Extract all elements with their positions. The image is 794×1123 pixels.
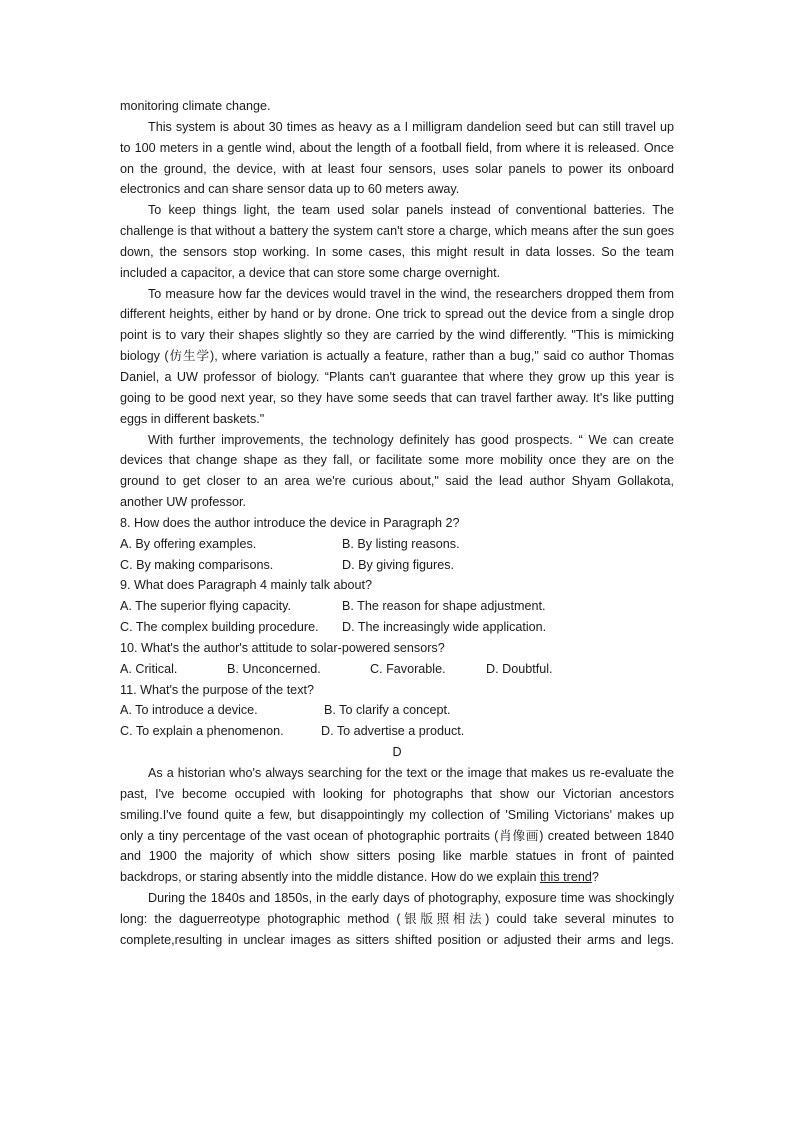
passage-d-paragraph-2 — [120, 888, 674, 951]
paragraph-text: past, I've become occupied with looking for photographs that show our Victorian ancestors smiling.I've found quite a few, but disappointingly my collection of 'Smiling Victorians' makes up only a tiny percentage of the vast ocean of photographic portraits (肖像画) created between 1840 and 1900 the majority of which show sitters posing like marble statues in front of painted backdrops, or staring absently into the middle distance. How do we explain — [120, 786, 674, 885]
option-c: C. The complex building procedure. — [120, 620, 319, 635]
question-9 — [120, 575, 674, 638]
passage-c-paragraph-4: To measure how far the devices would travel in the wind, the researchers dropped them from different heights, either by hand or by drone. One trick to spread out the device from a single drop point is to vary their shapes slightly so they are carried by the wind differently. "This is mimicking biology (仿生学), where variation is actually a feature, rather than a bug," said co author Thomas Daniel, a UW professor of biology. “Plants can't guarantee that where they grow up this year is going to be good next year, so they have some seeds that can travel farther away. It's like putting eggs in different baskets." — [120, 286, 674, 426]
paragraph-1-first-line: As a historian who's always searching for the text or the image that makes us re-evaluate the — [148, 766, 674, 780]
option-d: D. The increasingly wide application. — [342, 620, 547, 635]
paragraph-2-first-line: During the 1840s and 1850s, in the early days of photography, exposure time was shockingly — [148, 891, 674, 906]
paragraph-2-rest: long: the daguerreotype photographic method (银版照相法) could take several minutes to complete,resulting in unclear images as sitters shifted position or adjusted their arms and legs. — [120, 911, 674, 947]
option-b: B. To clarify a concept. — [324, 703, 451, 718]
underlined-phrase: this trend — [540, 870, 592, 885]
option-a: A. To introduce a device. — [120, 703, 258, 718]
paragraph-5-rest: devices that change shape as they fall, or facilitate some more mobility once they are on the ground to get closer to an area we're curious about," said the lead author Shyam Gollakota, another UW professor. — [120, 453, 674, 510]
option-a: A. The superior flying capacity. — [120, 599, 292, 614]
question-11 — [120, 680, 674, 743]
paragraph-end: ? — [591, 870, 599, 885]
question-stem: 9. What does Paragraph 4 mainly talk about? — [120, 578, 373, 593]
passage-c-paragraph-1-tail: monitoring climate change. — [120, 99, 271, 113]
option-b: B. Unconcerned. — [227, 661, 321, 676]
question-10 — [120, 638, 674, 680]
question-stem: 11. What's the purpose of the text? — [120, 682, 314, 697]
paragraph-1-rest — [120, 784, 674, 888]
passage-c-paragraph-2: This system is about 30 times as heavy as a I milligram dandelion seed but can still travel up to 100 meters in a gentle wind, about the length of a football field, from where it is released. Once on the ground, the device, with at least four sensors, uses solar panels to power its onboard electronics and can share sensor data up to 60 meters away. — [120, 119, 674, 197]
question-8 — [120, 513, 674, 576]
option-a: A. Critical. — [120, 661, 178, 676]
option-b: B. The reason for shape adjustment. — [342, 599, 546, 614]
option-a: A. By offering examples. — [120, 536, 257, 551]
option-c: C. By making comparisons. — [120, 557, 274, 572]
option-d: D. By giving figures. — [342, 557, 454, 572]
option-c: C. To explain a phenomenon. — [120, 724, 284, 739]
option-b: B. By listing reasons. — [342, 536, 460, 551]
passage-c-paragraph-3: To keep things light, the team used solar panels instead of conventional batteries. The challenge is that without a battery the system can't store a charge, which means after the sun goes down, the sensors stop working. In some cases, this might result in data losses. So the team included a capacitor, a device that can store some charge overnight. — [120, 203, 674, 280]
passage-d-paragraph-1 — [120, 763, 674, 888]
option-d: D. Doubtful. — [486, 661, 553, 676]
question-stem: 8. How does the author introduce the device in Paragraph 2? — [120, 515, 460, 530]
option-c: C. Favorable. — [370, 661, 446, 676]
passage-c-paragraph-5 — [120, 430, 674, 513]
paragraph-5-first-line: With further improvements, the technology definitely has good prospects. “ We can create — [148, 432, 674, 447]
option-d: D. To advertise a product. — [321, 724, 465, 739]
document-page — [120, 96, 674, 951]
question-stem: 10. What's the author's attitude to solar-powered sensors? — [120, 640, 445, 655]
section-heading-d: D — [392, 745, 402, 760]
